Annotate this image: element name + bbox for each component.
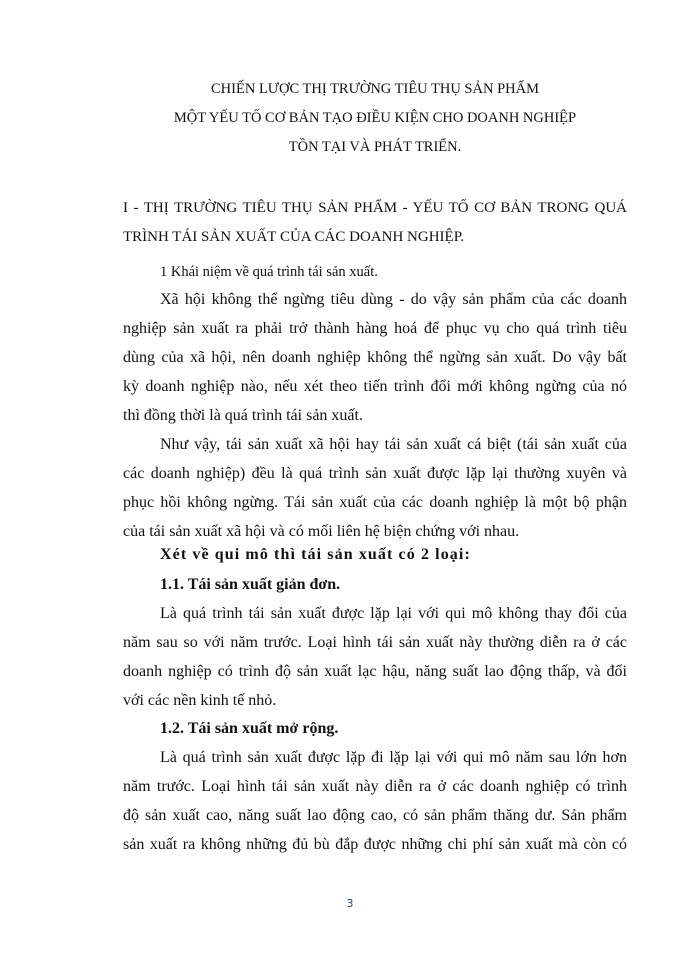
paragraph-line: dùng của xã hội, nên doanh nghiệp không thể ngừng sản xuất. Do vậy bất xyxy=(123,349,627,366)
paragraph-line: Như vậy, tái sản xuất xã hội hay tái sản xuất cá biệt (tái sản xuất của xyxy=(160,436,627,453)
paragraph-line: của tái sản xuất xã hội và có mối liên hệ biện chứng với nhau. xyxy=(123,523,520,540)
paragraph-line: Là quá trình tái sản xuất được lặp lại với qui mô không thay đổi của xyxy=(160,605,627,622)
paragraph-line: năm sau so với năm trước. Loại hình tái sản xuất này thường diễn ra ở các xyxy=(123,634,627,651)
paragraph-line: kỳ doanh nghiệp nào, nếu xét theo tiến trình đổi mới không ngừng của nó xyxy=(123,378,627,395)
subheading-concept: 1 Khái niệm về quá trình tái sản xuất. xyxy=(160,264,378,280)
doc-title-line: MỘT YẾU TỐ CƠ BẢN TẠO ĐIỀU KIỆN CHO DOANH NGHIỆP xyxy=(173,110,577,126)
paragraph-line: Xã hội không thể ngừng tiêu dùng - do vậy sản phẩm của các doanh xyxy=(160,291,627,308)
scale-heading: Xét về qui mô thì tái sản xuất có 2 loại: xyxy=(160,546,471,563)
doc-title-line: CHIẾN LƯỢC THỊ TRƯỜNG TIÊU THỤ SẢN PHẨM xyxy=(211,81,539,97)
paragraph-line: Là quá trình sản xuất được lặp đi lặp lại với qui mô năm sau lớn hơn xyxy=(160,749,627,766)
subheading-extended-reproduction: 1.2. Tái sản xuất mở rộng. xyxy=(160,720,339,737)
doc-title-line: TỒN TẠI VÀ PHÁT TRIỂN. xyxy=(288,139,462,155)
paragraph-line: sản xuất ra không những đủ bù đắp được những chi phí sản xuất mà còn có xyxy=(123,836,627,853)
section-heading-line: TRÌNH TÁI SẢN XUẤT CỦA CÁC DOANH NGHIỆP. xyxy=(123,229,465,245)
paragraph-line: năm trước. Loại hình tái sản xuất này diễn ra ở các doanh nghiệp có trình xyxy=(123,778,627,795)
paragraph-line: nghiệp sản xuất ra phải trở thành hàng hoá để phục vụ cho quá trình tiêu xyxy=(123,320,627,337)
paragraph-line: với các nền kinh tế nhỏ. xyxy=(123,692,277,709)
paragraph-line: doanh nghiệp có trình độ sản xuất lạc hậu, năng suất lao động thấp, và đối xyxy=(123,663,627,680)
subheading-simple-reproduction: 1.1. Tái sản xuất giản đơn. xyxy=(160,576,341,593)
section-heading-line: I - THỊ TRƯỜNG TIÊU THỤ SẢN PHẨM - YẾU TỐ CƠ BẢN TRONG QUÁ xyxy=(123,200,627,216)
paragraph-line: các doanh nghiệp) đều là quá trình sản xuất được lặp lại thường xuyên và xyxy=(123,465,627,482)
page-number: 3 xyxy=(346,897,354,910)
paragraph-line: phục hồi không ngừng. Tái sản xuất của các doanh nghiệp là một bộ phận xyxy=(123,494,627,511)
paragraph-line: độ sản xuất cao, năng suất lao động cao, có sản phẩm thăng dư. Sản phẩm xyxy=(123,807,627,824)
paragraph-line: thì đồng thời là quá trình tái sản xuất. xyxy=(123,407,363,424)
